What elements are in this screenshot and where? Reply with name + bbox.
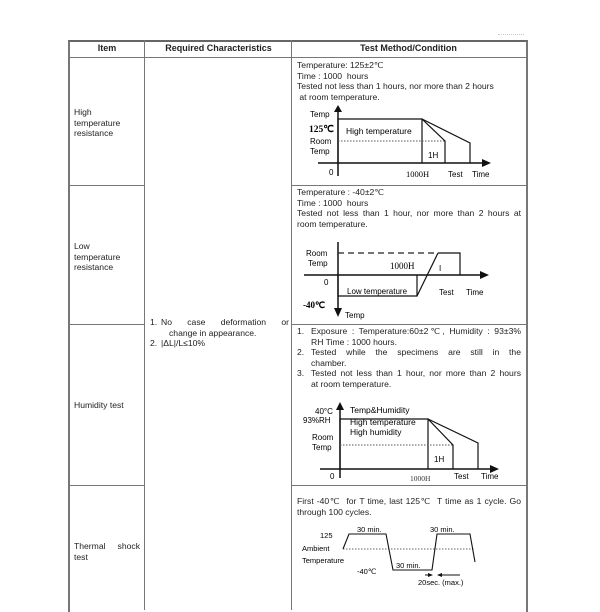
method-line: through 100 cycles. xyxy=(297,506,372,517)
method-line: Time : 1000 hours xyxy=(297,70,369,81)
svg-text:Temp: Temp xyxy=(308,259,328,268)
method-line: Exposure : Temperature:60±2℃, Humidity : 93±3% xyxy=(311,326,521,336)
svg-text:Test: Test xyxy=(439,288,454,297)
req-line: No case deformation or xyxy=(161,317,289,327)
header-divider xyxy=(68,57,526,58)
method-high-temperature xyxy=(297,60,494,102)
svg-text:Room: Room xyxy=(312,433,334,442)
req-item-1 xyxy=(150,317,289,338)
item-line: Low xyxy=(74,241,90,251)
svg-text:40°C: 40°C xyxy=(315,407,333,416)
svg-text:1H: 1H xyxy=(428,151,439,160)
row-divider-2-method xyxy=(291,324,526,325)
required-characteristics xyxy=(150,317,289,349)
svg-text:125: 125 xyxy=(320,531,333,540)
svg-text:High humidity: High humidity xyxy=(350,427,402,437)
svg-text:Temp: Temp xyxy=(310,147,330,156)
svg-text:30 min.: 30 min. xyxy=(357,525,382,534)
item-line: resistance xyxy=(74,262,114,272)
header-item: Item xyxy=(97,43,117,53)
method-list-item-2 xyxy=(297,347,521,368)
item-line: resistance xyxy=(74,128,114,138)
method-line: room temperature. xyxy=(297,218,368,229)
method-line: RH Time : 1000 hours. xyxy=(311,336,397,347)
method-line: First -40℃ for T time, last 125℃ T time as 1 cycle. Go xyxy=(297,496,521,506)
svg-text:Time: Time xyxy=(466,288,484,297)
svg-text:Temp: Temp xyxy=(312,443,332,452)
high-temp-profile-diagram xyxy=(300,104,500,180)
humidity-profile-diagram xyxy=(300,400,500,482)
svg-text:Temp&Humidity: Temp&Humidity xyxy=(350,405,410,415)
method-line: chamber. xyxy=(311,357,347,368)
item-humidity-test xyxy=(74,400,142,411)
svg-text:20sec. (max.): 20sec. (max.) xyxy=(418,578,464,587)
svg-text:0: 0 xyxy=(330,472,335,481)
svg-text:Test: Test xyxy=(448,170,463,179)
item-line: Humidity test xyxy=(74,400,124,410)
thermal-shock-cycle-diagram xyxy=(300,522,500,588)
svg-text:125℃: 125℃ xyxy=(309,125,334,135)
method-humidity-test xyxy=(297,326,521,389)
svg-text:Ambient: Ambient xyxy=(302,544,330,553)
req-item-2 xyxy=(150,338,289,349)
svg-text:High temperature: High temperature xyxy=(350,417,416,427)
item-line: High xyxy=(74,107,92,117)
svg-text:I: I xyxy=(439,264,442,273)
header-required-characteristics: Required Characteristics xyxy=(165,43,272,53)
svg-text:-40℃: -40℃ xyxy=(357,567,377,576)
svg-text:1H: 1H xyxy=(434,455,445,464)
header-test-method: Test Method/Condition xyxy=(360,43,457,53)
svg-text:Time: Time xyxy=(472,170,490,179)
svg-text:93%RH: 93%RH xyxy=(303,416,331,425)
svg-text:1000H: 1000H xyxy=(390,261,415,271)
req-line: change in appearance. xyxy=(169,327,257,338)
req-line: |ΔL|/L≤10% xyxy=(161,338,206,348)
method-line: Temperature: 125±2℃ xyxy=(297,60,384,70)
list-num: 3. xyxy=(297,368,305,378)
svg-text:-40℃: -40℃ xyxy=(303,300,326,310)
item-thermal-shock xyxy=(74,541,140,562)
method-list-item-1 xyxy=(297,326,521,347)
svg-text:Temperature: Temperature xyxy=(302,556,345,565)
method-line: Tested not less than 1 hour, nor more than 2 hours xyxy=(311,368,521,378)
row-divider-2-item xyxy=(68,324,145,325)
method-line: at room temperature. xyxy=(297,91,380,102)
method-line: at room temperature. xyxy=(311,378,392,389)
row-divider-3-method xyxy=(291,485,526,486)
method-line: Tested while the specimens are still in the xyxy=(311,347,521,357)
method-line: Temperature : -40±2℃ xyxy=(297,187,384,197)
svg-text:Room: Room xyxy=(310,137,332,146)
item-line: Thermal shock xyxy=(74,541,140,551)
faint-page-mark xyxy=(498,34,524,37)
req-num: 1. xyxy=(150,317,158,327)
svg-text:Test: Test xyxy=(454,472,469,481)
svg-text:Low temperature: Low temperature xyxy=(347,287,408,296)
item-line: test xyxy=(74,551,88,562)
method-thermal-shock xyxy=(297,496,521,517)
row-divider-1-item xyxy=(68,185,145,186)
svg-text:Temp: Temp xyxy=(345,311,365,320)
method-line: Time : 1000 hours xyxy=(297,197,369,208)
row-divider-3-item xyxy=(68,485,145,486)
row-divider-1-method xyxy=(291,185,526,186)
list-num: 2. xyxy=(297,347,305,357)
svg-text:0: 0 xyxy=(329,168,334,177)
method-list-item-3 xyxy=(297,368,521,389)
low-temp-profile-diagram xyxy=(300,240,500,322)
svg-text:Time: Time xyxy=(481,472,499,481)
item-high-temperature xyxy=(74,107,142,139)
item-line: temperature xyxy=(74,117,121,128)
method-line: Tested not less than 1 hours, nor more than 2 hours xyxy=(297,81,494,91)
method-line: Tested not less than 1 hour, nor more than 2 hours at xyxy=(297,208,521,218)
item-line: temperature xyxy=(74,251,121,262)
list-num: 1. xyxy=(297,326,305,336)
column-divider-item xyxy=(144,40,145,610)
svg-text:1000H: 1000H xyxy=(406,169,430,179)
svg-text:30 min.: 30 min. xyxy=(396,561,421,570)
item-low-temperature xyxy=(74,241,142,273)
svg-text:1000H: 1000H xyxy=(410,474,431,482)
svg-text:Temp: Temp xyxy=(310,110,330,119)
svg-text:0: 0 xyxy=(324,278,329,287)
svg-text:30 min.: 30 min. xyxy=(430,525,455,534)
svg-text:Room: Room xyxy=(306,249,328,258)
req-num: 2. xyxy=(150,338,158,348)
column-divider-required xyxy=(291,40,292,610)
method-low-temperature xyxy=(297,187,521,229)
svg-text:High temperature: High temperature xyxy=(346,126,412,136)
